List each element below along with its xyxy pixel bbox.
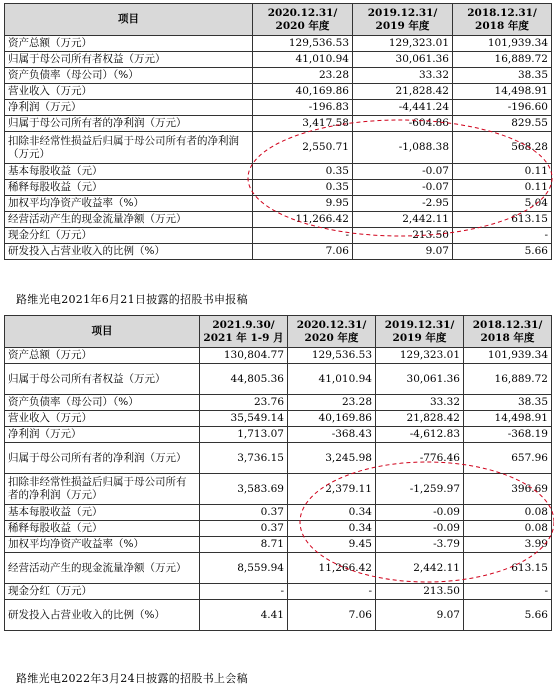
cell-value: 33.32 — [353, 68, 453, 84]
cell-value: 23.28 — [253, 68, 353, 84]
cell-value: 9.45 — [288, 537, 376, 553]
table-row — [5, 348, 552, 364]
row-label: 研发投入占营业收入的比例（%） — [5, 244, 253, 260]
table-row — [5, 84, 552, 100]
cell-value: 0.37 — [200, 521, 288, 537]
cell-value: -0.07 — [353, 180, 453, 196]
cell-value: 7.06 — [253, 244, 353, 260]
table-row — [5, 553, 552, 584]
cell-value: 568.28 — [453, 132, 552, 164]
cell-value: -4,612.83 — [376, 427, 464, 443]
cell-value: 21,828.42 — [353, 84, 453, 100]
row-label: 稀释每股收益（元） — [5, 521, 200, 537]
row-label: 归属于母公司所有者权益（万元） — [5, 364, 200, 395]
cell-value: 3,417.58 — [253, 116, 353, 132]
table-row — [5, 427, 552, 443]
table-row — [5, 196, 552, 212]
cell-value: -1,088.38 — [353, 132, 453, 164]
table-row — [5, 600, 552, 631]
row-label: 加权平均净资产收益率（%） — [5, 537, 200, 553]
cell-value: 41,010.94 — [288, 364, 376, 395]
cell-value: 3,736.15 — [200, 443, 288, 474]
cell-value: -776.46 — [376, 443, 464, 474]
table-header-row — [5, 316, 552, 348]
table-row — [5, 164, 552, 180]
cell-value: -0.09 — [376, 505, 464, 521]
cell-value: 7.06 — [288, 600, 376, 631]
cell-value: 3,245.98 — [288, 443, 376, 474]
cell-value: 8.71 — [200, 537, 288, 553]
row-label: 资产负债率（母公司）（%） — [5, 395, 200, 411]
cell-value: 23.28 — [288, 395, 376, 411]
row-label: 基本每股收益（元） — [5, 164, 253, 180]
row-label: 稀释每股收益（元） — [5, 180, 253, 196]
cell-value: -0.07 — [353, 164, 453, 180]
cell-value: 0.35 — [253, 180, 353, 196]
cell-value: 0.34 — [288, 521, 376, 537]
cell-value: 30,061.36 — [353, 52, 453, 68]
cell-value: 14,498.91 — [453, 84, 552, 100]
financial-table-2022-final — [4, 315, 552, 631]
cell-value: 613.15 — [453, 212, 552, 228]
cell-value: 0.11 — [453, 164, 552, 180]
table-row — [5, 395, 552, 411]
table-row — [5, 212, 552, 228]
row-label: 净利润（万元） — [5, 100, 253, 116]
header-2019: 2019.12.31/ 2019 年度 — [376, 316, 464, 348]
cell-value: -4,441.24 — [353, 100, 453, 116]
row-label: 资产负债率（母公司）（%） — [5, 68, 253, 84]
header-2020: 2020.12.31/ 2020 年度 — [253, 4, 353, 36]
row-label: 现金分红（万元） — [5, 228, 253, 244]
header-2018: 2018.12.31/ 2018 年度 — [464, 316, 552, 348]
cell-value: -3.79 — [376, 537, 464, 553]
table-header-row — [5, 4, 552, 36]
row-label: 营业收入（万元） — [5, 84, 253, 100]
table-row — [5, 36, 552, 52]
cell-value: -2.95 — [353, 196, 453, 212]
cell-value: 213.50 — [376, 584, 464, 600]
row-label: 现金分红（万元） — [5, 584, 200, 600]
cell-value: 9.07 — [353, 244, 453, 260]
cell-value: 0.34 — [288, 505, 376, 521]
cell-value: -1,259.97 — [376, 474, 464, 505]
table-row — [5, 100, 552, 116]
cell-value: 21,828.42 — [376, 411, 464, 427]
row-label: 经营活动产生的现金流量净额（万元） — [5, 553, 200, 584]
cell-value: 14,498.91 — [464, 411, 552, 427]
cell-value: 11,266.42 — [253, 212, 353, 228]
cell-value: 4.41 — [200, 600, 288, 631]
cell-value: 40,169.86 — [253, 84, 353, 100]
row-label: 扣除非经常性损益后归属于母公司所有者的净利润（万元） — [5, 132, 253, 164]
financial-table-2021-draft — [4, 3, 552, 260]
cell-value: 0.37 — [200, 505, 288, 521]
header-2021q3: 2021.9.30/ 2021 年 1-9 月 — [200, 316, 288, 348]
cell-value: 129,536.53 — [253, 36, 353, 52]
row-label: 资产总额（万元） — [5, 348, 200, 364]
table-row — [5, 443, 552, 474]
cell-value: 129,536.53 — [288, 348, 376, 364]
cell-value: 101,939.34 — [453, 36, 552, 52]
cell-value: 38.35 — [464, 395, 552, 411]
cell-value: 0.35 — [253, 164, 353, 180]
cell-value: 213.50 — [353, 228, 453, 244]
cell-value: 2,379.11 — [288, 474, 376, 505]
table-row — [5, 537, 552, 553]
table-row — [5, 116, 552, 132]
header-2019: 2019.12.31/ 2019 年度 — [353, 4, 453, 36]
table-row — [5, 474, 552, 505]
table-row — [5, 505, 552, 521]
cell-value: - — [464, 584, 552, 600]
header-item: 项目 — [5, 4, 253, 36]
cell-value: 9.95 — [253, 196, 353, 212]
row-label: 基本每股收益（元） — [5, 505, 200, 521]
cell-value: 657.96 — [464, 443, 552, 474]
cell-value: -368.19 — [464, 427, 552, 443]
row-label: 归属于母公司所有者的净利润（万元） — [5, 443, 200, 474]
caption-2021-draft: 路维光电2021年6月21日披露的招股书申报稿 — [16, 293, 248, 306]
cell-value: - — [453, 228, 552, 244]
cell-value: 30,061.36 — [376, 364, 464, 395]
cell-value: 0.08 — [464, 505, 552, 521]
cell-value: 9.07 — [376, 600, 464, 631]
cell-value: - — [288, 584, 376, 600]
cell-value: 613.15 — [464, 553, 552, 584]
table-row — [5, 411, 552, 427]
cell-value: 5.66 — [453, 244, 552, 260]
cell-value: 33.32 — [376, 395, 464, 411]
cell-value: 35,549.14 — [200, 411, 288, 427]
cell-value: 1,713.07 — [200, 427, 288, 443]
cell-value: 396.69 — [464, 474, 552, 505]
row-label: 净利润（万元） — [5, 427, 200, 443]
header-item: 项目 — [5, 316, 200, 348]
cell-value: 5.04 — [453, 196, 552, 212]
row-label: 归属于母公司所有者权益（万元） — [5, 52, 253, 68]
cell-value: 16,889.72 — [453, 52, 552, 68]
table-row — [5, 180, 552, 196]
cell-value: 44,805.36 — [200, 364, 288, 395]
caption-2022-final: 路维光电2022年3月24日披露的招股书上会稿 — [16, 672, 248, 685]
cell-value: -196.60 — [453, 100, 552, 116]
cell-value: -604.86 — [353, 116, 453, 132]
table-row — [5, 244, 552, 260]
cell-value: 0.11 — [453, 180, 552, 196]
cell-value: 38.35 — [453, 68, 552, 84]
cell-value: 829.55 — [453, 116, 552, 132]
cell-value: 2,442.11 — [353, 212, 453, 228]
cell-value: 16,889.72 — [464, 364, 552, 395]
cell-value: - — [200, 584, 288, 600]
cell-value: 129,323.01 — [376, 348, 464, 364]
header-2020: 2020.12.31/ 2020 年度 — [288, 316, 376, 348]
cell-value: 5.66 — [464, 600, 552, 631]
row-label: 加权平均净资产收益率（%） — [5, 196, 253, 212]
row-label: 扣除非经常性损益后归属于母公司所有者的净利润（万元） — [5, 474, 200, 505]
table-row — [5, 132, 552, 164]
cell-value: -0.09 — [376, 521, 464, 537]
table-row — [5, 364, 552, 395]
row-label: 归属于母公司所有者的净利润（万元） — [5, 116, 253, 132]
cell-value: -368.43 — [288, 427, 376, 443]
cell-value: -196.83 — [253, 100, 353, 116]
table-row — [5, 584, 552, 600]
cell-value: 2,442.11 — [376, 553, 464, 584]
cell-value: 129,323.01 — [353, 36, 453, 52]
table-row — [5, 521, 552, 537]
table-row — [5, 52, 552, 68]
cell-value: 0.08 — [464, 521, 552, 537]
table-row — [5, 228, 552, 244]
cell-value: 40,169.86 — [288, 411, 376, 427]
row-label: 研发投入占营业收入的比例（%） — [5, 600, 200, 631]
cell-value: 3,583.69 — [200, 474, 288, 505]
cell-value: 101,939.34 — [464, 348, 552, 364]
cell-value: 41,010.94 — [253, 52, 353, 68]
header-2018: 2018.12.31/ 2018 年度 — [453, 4, 552, 36]
cell-value: 3.99 — [464, 537, 552, 553]
cell-value: 8,559.94 — [200, 553, 288, 584]
table-row — [5, 68, 552, 84]
cell-value: 11,266.42 — [288, 553, 376, 584]
cell-value: - — [253, 228, 353, 244]
row-label: 营业收入（万元） — [5, 411, 200, 427]
cell-value: 2,550.71 — [253, 132, 353, 164]
cell-value: 23.76 — [200, 395, 288, 411]
row-label: 经营活动产生的现金流量净额（万元） — [5, 212, 253, 228]
row-label: 资产总额（万元） — [5, 36, 253, 52]
cell-value: 130,804.77 — [200, 348, 288, 364]
